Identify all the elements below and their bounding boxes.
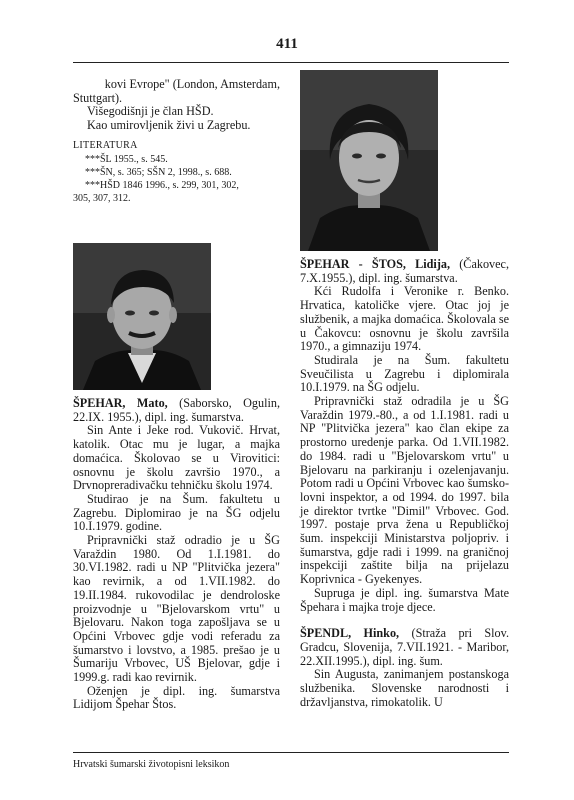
portrait-photo-mato-spehar bbox=[73, 243, 211, 390]
entry-heading: (Saborsko, Ogulin, 22.IX. 1955.), dipl. ing. šumarstva. bbox=[73, 396, 281, 424]
entry-mato-spehar bbox=[73, 397, 280, 712]
literature-item: ***ŠL 1955., s. 545. bbox=[85, 153, 168, 165]
entry-hinko-spendl bbox=[300, 627, 509, 709]
footer-title: Hrvatski šumarski životopisni leksikon bbox=[73, 759, 230, 770]
intro-line: kovi Evrope" (London, Amsterdam, bbox=[104, 77, 280, 91]
entry-lidija-spehar-stos bbox=[300, 258, 509, 614]
entry-paragraph: Supruga je dipl. ing. šumarstva Mate Špehara i majka troje djece. bbox=[300, 585, 509, 614]
intro-paragraph: Višegodišnji je član HŠD. bbox=[87, 104, 214, 119]
entry-heading: (Straža pri Slov. Gradcu, Slovenija, 7.VII.1921. - Maribor, 22.XII.1995.), dipl. ing. šum. bbox=[300, 626, 509, 668]
entry-paragraph: Sin Ante i Jeke rod. Vukovič. Hrvat, katolik. Otac mu je lugar, a majka domaćica. Školovao se u Virovitici: osnovnu je školu završio 1970., a Drvnopreradivačku tehničku školu 1974. bbox=[73, 423, 280, 493]
entry-name: ŠPEHAR, Mato, bbox=[73, 396, 168, 410]
entry-paragraph: Pripravnički staž odradila je u ŠG Varaždin 1979.-80., a od 1.I.1981. radi u NP "Plitvička jezera" kao član ekipe za prostorno uredenje parka. Od 1.VII.1982. do 1984. radi u "Bjelovarskom vrtu" u Bjelovaru na parkiranju i ozelenjavanju. Potom radi u Općini Vrbovec kao šumsko-lovni inspektor, a od 1994. do 1997. bila je direktor tvrtke "Dimil" Vrbovec. God. 1997. postaje prva žena u Republičkoj šum. inspekciji Ministarstva poljopriv. i šumarstva, gdje radi i 1999. na graničnoj inspekciji zaštite bilja na prijelazu Koprivnica - Gyekenyes. bbox=[300, 394, 509, 587]
literature-item: ***ŠN, s. 365; SŠN 2, 1998., s. 688. bbox=[85, 166, 232, 178]
page-number: 411 bbox=[276, 36, 298, 52]
entry-paragraph: Kći Rudolfa i Veronike r. Benko. Hrvatica, katoličke vjere. Otac joj je službenik, a majka domaćica. Školovala se u Čakovcu: osnovnu je školu završila 1970., a gimnaziju 1974. bbox=[300, 284, 509, 354]
intro-paragraph: Kao umirovljenik živi u Zagrebu. bbox=[87, 118, 251, 133]
portrait-image bbox=[73, 243, 211, 390]
header-rule bbox=[73, 62, 509, 63]
literature-item: ***HŠD 1846 1996., s. 299, 301, 302, bbox=[85, 179, 239, 191]
entry-paragraph: Studirao je na Šum. fakultetu u Zagrebu. Diplomirao je na ŠG odjelu 10.I.1979. godine. bbox=[73, 491, 280, 534]
portrait-image bbox=[300, 70, 438, 251]
portrait-photo-lidija-spehar-stos bbox=[300, 70, 438, 251]
literature-item-continued: 305, 307, 312. bbox=[73, 192, 131, 204]
left-column-top bbox=[73, 78, 280, 205]
literature-heading: LITERATURA bbox=[73, 139, 138, 151]
right-column bbox=[300, 258, 509, 710]
intro-line: Stuttgart). bbox=[73, 90, 123, 105]
entry-heading: (Čakovec, 7.X.1955.), dipl. ing. šumarstva. bbox=[300, 257, 509, 285]
entry-paragraph: Oženjen je dipl. ing. šumarstva Lidijom Špehar Štos. bbox=[73, 683, 280, 712]
entry-paragraph: Pripravnički staž odradio je u ŠG Varaždin 1980. Od 1.I.1981. do 30.VI.1982. radi u NP "Plitvička jezera" kao revirnik, a od 1.VII.1982. do 19.II.1984. rukovodilac je dendroloske proizvodnje u "Bjelovarskom vrtu" u Bjelovaru. Nakon toga zapošljava se u Općini Vrbovec gdje vodi referadu za šumarstvo i lovstvo, a 1985. prešao je u Šumariju Vrbovec, UŠ Bjelovar, gdje i 1999.g. radi kao revirnik. bbox=[73, 533, 280, 685]
entry-paragraph: Studirala je na Šum. fakultetu Sveučilista u Zagrebu i diplomirala 10.I.1979. na ŠG odjelu. bbox=[300, 352, 509, 395]
entry-name: ŠPEHAR - ŠTOS, Lidija, bbox=[300, 257, 451, 271]
footer-rule bbox=[73, 752, 509, 753]
entry-paragraph: Sin Augusta, zanimanjem postanskoga službenika. Slovenske narodnosti i državljanstva, rimokatolik. U bbox=[300, 667, 509, 709]
entry-name: ŠPENDL, Hinko, bbox=[300, 626, 400, 641]
